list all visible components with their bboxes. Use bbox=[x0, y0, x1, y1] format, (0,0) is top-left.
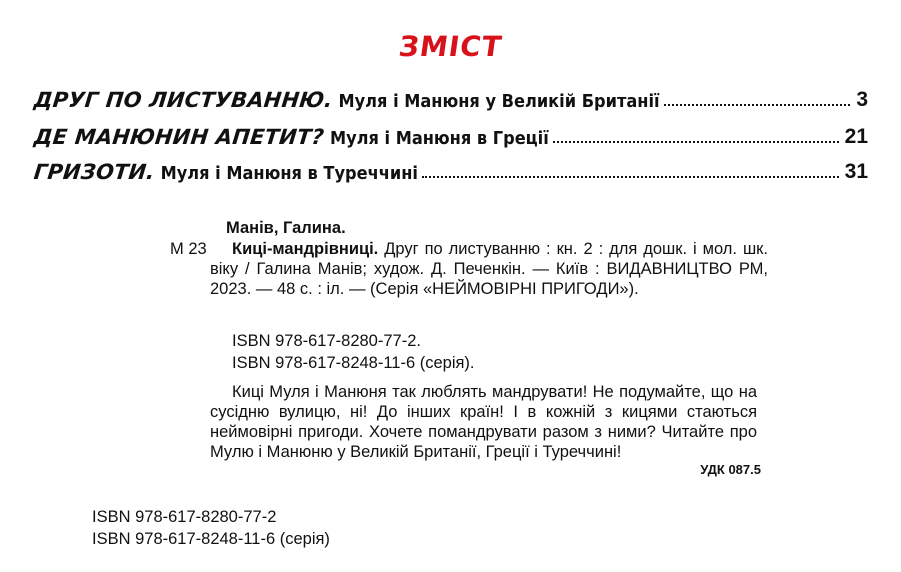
toc-leader bbox=[422, 176, 839, 178]
toc-entry-subtitle: Муля і Манюня в Туреччині bbox=[160, 163, 418, 184]
toc-entry bbox=[34, 150, 868, 184]
toc-entry-title: ГРИЗОТИ. bbox=[32, 160, 156, 184]
toc-entry-subtitle: Муля і Манюня у Великій Британії bbox=[338, 91, 660, 112]
toc-entry-page: 3 bbox=[856, 88, 868, 111]
biblio-book-title: Киці-мандрівниці. bbox=[232, 240, 379, 258]
toc-entry-title: ДЕ МАНЮНИН АПЕТИТ? bbox=[32, 125, 326, 149]
biblio-isbn: ISBN 978-617-8280-77-2. bbox=[232, 332, 421, 350]
toc-entry-subtitle: Муля і Манюня в Греції bbox=[329, 128, 549, 149]
biblio-code: М 23 bbox=[170, 240, 207, 258]
biblio-annotation: Киці Муля і Манюня так люблять мандрувати! Не подумайте, що на сусідню вулицю, ні! До інших країн! І в кожній з кицями стаються неймовірні пригоди. Хочете помандрувати разом з ними? Читайте про Мулю і Манюню у Великій Британії, Греції і Туреччині! bbox=[210, 383, 757, 461]
biblio-description bbox=[210, 239, 768, 299]
toc-entry bbox=[34, 78, 868, 112]
toc-title: ЗМІСТ bbox=[396, 30, 505, 63]
footer-isbn-series: ISBN 978-617-8248-11-6 (серія) bbox=[92, 530, 330, 548]
toc-entry-title: ДРУГ ПО ЛИСТУВАННЮ. bbox=[32, 88, 334, 112]
toc-leader bbox=[664, 104, 851, 106]
biblio-udk: УДК 087.5 bbox=[700, 462, 761, 477]
biblio-description-text: Друг по листуванню : кн. 2 : для дошк. і мол. шк. віку / Галина Манів; худож. Д. Печенкін. — Київ : ВИДАВНИЦТВО РМ, 2023. — 48 с. : іл. — (Серія «НЕЙМОВІРНІ ПРИГОДИ»). bbox=[210, 240, 768, 298]
toc-entry-page: 21 bbox=[844, 125, 868, 148]
biblio-author: Манів, Галина. bbox=[226, 219, 346, 237]
biblio-isbn-series: ISBN 978-617-8248-11-6 (серія). bbox=[232, 354, 475, 372]
toc-entry bbox=[34, 115, 868, 149]
toc-leader bbox=[553, 141, 839, 143]
toc-entry-page: 31 bbox=[844, 160, 868, 183]
footer-isbn: ISBN 978-617-8280-77-2 bbox=[92, 508, 277, 526]
